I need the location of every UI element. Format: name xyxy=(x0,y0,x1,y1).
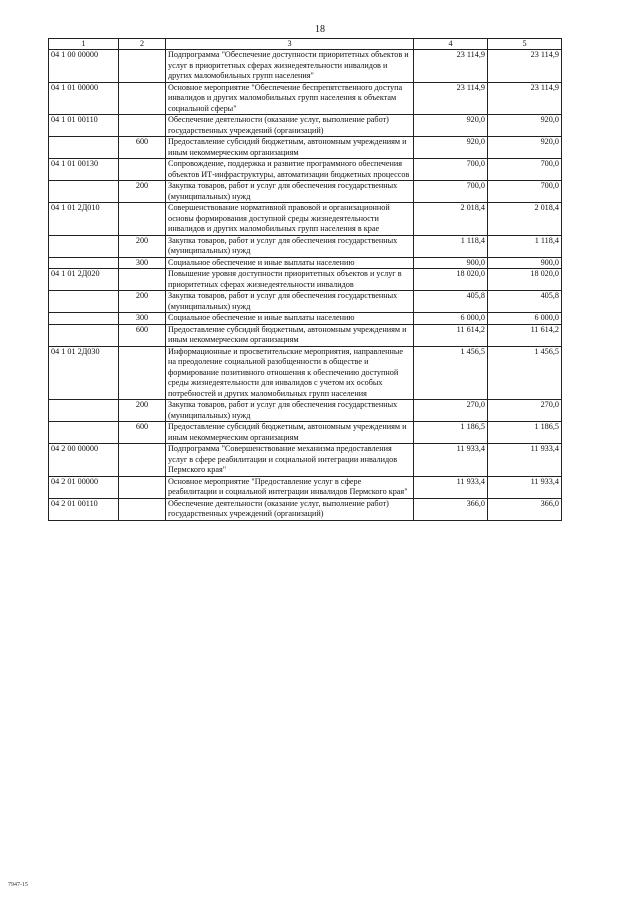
expense-type-cell xyxy=(119,269,166,291)
code-cell xyxy=(49,324,119,346)
amount-1-cell: 366,0 xyxy=(414,498,488,520)
amount-2-cell: 270,0 xyxy=(488,400,562,422)
name-cell: Совершенствование нормативной правовой и организационной основы формирования доступной среды жизнедеятельности инвалидов и других маломобильных групп населения в крае xyxy=(166,203,414,236)
name-cell: Информационные и просветительские мероприятия, направленные на преодоление социальной разобщенности в обществе и формирование позитивного отношения к обеспечению доступной среды жизнедеятельности для инвалидов с учетом их особых потребностей и других маломобильных групп населения xyxy=(166,346,414,400)
code-cell: 04 1 01 2Д010 xyxy=(49,203,119,236)
table-row xyxy=(49,400,562,422)
table-row xyxy=(49,476,562,498)
amount-1-cell: 900,0 xyxy=(414,257,488,269)
amount-1-cell: 23 114,9 xyxy=(414,82,488,115)
budget-table xyxy=(48,38,562,521)
name-cell: Закупка товаров, работ и услуг для обеспечения государственных (муниципальных) нужд xyxy=(166,291,414,313)
expense-type-cell xyxy=(119,346,166,400)
expense-type-cell xyxy=(119,82,166,115)
amount-1-cell: 270,0 xyxy=(414,400,488,422)
code-cell xyxy=(49,400,119,422)
name-cell: Подпрограмма "Обеспечение доступности приоритетных объектов и услуг в приоритетных сферах жизнедеятельности инвалидов и других маломобильных групп населения" xyxy=(166,50,414,83)
amount-1-cell: 700,0 xyxy=(414,159,488,181)
expense-type-cell: 200 xyxy=(119,235,166,257)
amount-2-cell: 23 114,9 xyxy=(488,82,562,115)
code-cell: 04 1 00 00000 xyxy=(49,50,119,83)
code-cell: 04 1 01 00110 xyxy=(49,115,119,137)
amount-2-cell: 700,0 xyxy=(488,181,562,203)
name-cell: Обеспечение деятельности (оказание услуг, выполнение работ) государственных учреждений (организаций) xyxy=(166,498,414,520)
code-cell xyxy=(49,313,119,325)
amount-1-cell: 700,0 xyxy=(414,181,488,203)
amount-2-cell: 6 000,0 xyxy=(488,313,562,325)
table-row xyxy=(49,181,562,203)
name-cell: Закупка товаров, работ и услуг для обеспечения государственных (муниципальных) нужд xyxy=(166,235,414,257)
amount-2-cell: 11 933,4 xyxy=(488,476,562,498)
amount-2-cell: 11 933,4 xyxy=(488,444,562,477)
code-cell: 04 1 01 2Д020 xyxy=(49,269,119,291)
amount-1-cell: 2 018,4 xyxy=(414,203,488,236)
name-cell: Основное мероприятие "Обеспечение беспрепятственного доступа инвалидов и других маломобильных групп населения к объектам социальной сферы" xyxy=(166,82,414,115)
amount-1-cell: 11 933,4 xyxy=(414,444,488,477)
amount-2-cell: 920,0 xyxy=(488,115,562,137)
table-row xyxy=(49,422,562,444)
expense-type-cell xyxy=(119,498,166,520)
amount-2-cell: 1 118,4 xyxy=(488,235,562,257)
table-row xyxy=(49,313,562,325)
name-cell: Предоставление субсидий бюджетным, автономным учреждениям и иным некоммерческим организациям xyxy=(166,324,414,346)
amount-2-cell: 2 018,4 xyxy=(488,203,562,236)
name-cell: Закупка товаров, работ и услуг для обеспечения государственных (муниципальных) нужд xyxy=(166,181,414,203)
amount-1-cell: 920,0 xyxy=(414,137,488,159)
name-cell: Основное мероприятие "Предоставление услуг в сфере реабилитации и социальной интеграции инвалидов Пермского края" xyxy=(166,476,414,498)
amount-2-cell: 11 614,2 xyxy=(488,324,562,346)
table-row xyxy=(49,498,562,520)
code-cell xyxy=(49,235,119,257)
page-number: 18 xyxy=(315,24,325,35)
table-row xyxy=(49,203,562,236)
expense-type-cell: 300 xyxy=(119,257,166,269)
name-cell: Закупка товаров, работ и услуг для обеспечения государственных (муниципальных) нужд xyxy=(166,400,414,422)
expense-type-cell: 300 xyxy=(119,313,166,325)
col-header-expense-type: 2 xyxy=(119,39,166,50)
amount-1-cell: 405,8 xyxy=(414,291,488,313)
table-row xyxy=(49,159,562,181)
table-row xyxy=(49,257,562,269)
name-cell: Сопровождение, поддержка и развитие программного обеспечения объектов ИТ-инфраструктуры, автоматизации бюджетных процессов xyxy=(166,159,414,181)
amount-2-cell: 366,0 xyxy=(488,498,562,520)
code-cell: 04 2 00 00000 xyxy=(49,444,119,477)
amount-1-cell: 11 614,2 xyxy=(414,324,488,346)
amount-2-cell: 405,8 xyxy=(488,291,562,313)
amount-2-cell: 920,0 xyxy=(488,137,562,159)
expense-type-cell: 600 xyxy=(119,137,166,159)
code-cell: 04 1 01 00000 xyxy=(49,82,119,115)
amount-1-cell: 11 933,4 xyxy=(414,476,488,498)
amount-1-cell: 18 020,0 xyxy=(414,269,488,291)
table-row xyxy=(49,115,562,137)
name-cell: Повышение уровня доступности приоритетных объектов и услуг в приоритетных сферах жизнедеятельности инвалидов xyxy=(166,269,414,291)
footer-document-code: 7947-15 xyxy=(8,882,28,888)
expense-type-cell xyxy=(119,159,166,181)
expense-type-cell xyxy=(119,203,166,236)
code-cell xyxy=(49,291,119,313)
amount-2-cell: 1 456,5 xyxy=(488,346,562,400)
table-row xyxy=(49,137,562,159)
expense-type-cell xyxy=(119,50,166,83)
expense-type-cell: 200 xyxy=(119,400,166,422)
amount-1-cell: 23 114,9 xyxy=(414,50,488,83)
code-cell: 04 2 01 00000 xyxy=(49,476,119,498)
col-header-amount-2: 5 xyxy=(488,39,562,50)
table-row xyxy=(49,269,562,291)
code-cell xyxy=(49,422,119,444)
table-row xyxy=(49,50,562,83)
expense-type-cell xyxy=(119,476,166,498)
amount-2-cell: 23 114,9 xyxy=(488,50,562,83)
amount-2-cell: 700,0 xyxy=(488,159,562,181)
amount-1-cell: 1 118,4 xyxy=(414,235,488,257)
code-cell: 04 1 01 00130 xyxy=(49,159,119,181)
amount-2-cell: 1 186,5 xyxy=(488,422,562,444)
amount-1-cell: 920,0 xyxy=(414,115,488,137)
name-cell: Социальное обеспечение и иные выплаты населению xyxy=(166,257,414,269)
table-row xyxy=(49,444,562,477)
expense-type-cell: 600 xyxy=(119,324,166,346)
amount-1-cell: 6 000,0 xyxy=(414,313,488,325)
name-cell: Обеспечение деятельности (оказание услуг, выполнение работ) государственных учреждений (организаций) xyxy=(166,115,414,137)
table-row xyxy=(49,324,562,346)
table-row xyxy=(49,346,562,400)
expense-type-cell: 200 xyxy=(119,181,166,203)
header-row xyxy=(49,39,562,50)
amount-2-cell: 18 020,0 xyxy=(488,269,562,291)
amount-2-cell: 900,0 xyxy=(488,257,562,269)
name-cell: Предоставление субсидий бюджетным, автономным учреждениям и иным некоммерческим организациям xyxy=(166,422,414,444)
table-row xyxy=(49,82,562,115)
expense-type-cell xyxy=(119,115,166,137)
col-header-name: 3 xyxy=(166,39,414,50)
expense-type-cell: 200 xyxy=(119,291,166,313)
col-header-amount-1: 4 xyxy=(414,39,488,50)
code-cell xyxy=(49,257,119,269)
expense-type-cell xyxy=(119,444,166,477)
expense-type-cell: 600 xyxy=(119,422,166,444)
table-row xyxy=(49,291,562,313)
name-cell: Предоставление субсидий бюджетным, автономным учреждениям и иным некоммерческим организациям xyxy=(166,137,414,159)
col-header-code: 1 xyxy=(49,39,119,50)
code-cell xyxy=(49,137,119,159)
name-cell: Социальное обеспечение и иные выплаты населению xyxy=(166,313,414,325)
table-row xyxy=(49,235,562,257)
amount-1-cell: 1 186,5 xyxy=(414,422,488,444)
amount-1-cell: 1 456,5 xyxy=(414,346,488,400)
code-cell xyxy=(49,181,119,203)
code-cell: 04 2 01 00110 xyxy=(49,498,119,520)
name-cell: Подпрограмма "Совершенствование механизма предоставления услуг в сфере реабилитации и социальной интеграции инвалидов Пермского края" xyxy=(166,444,414,477)
code-cell: 04 1 01 2Д030 xyxy=(49,346,119,400)
